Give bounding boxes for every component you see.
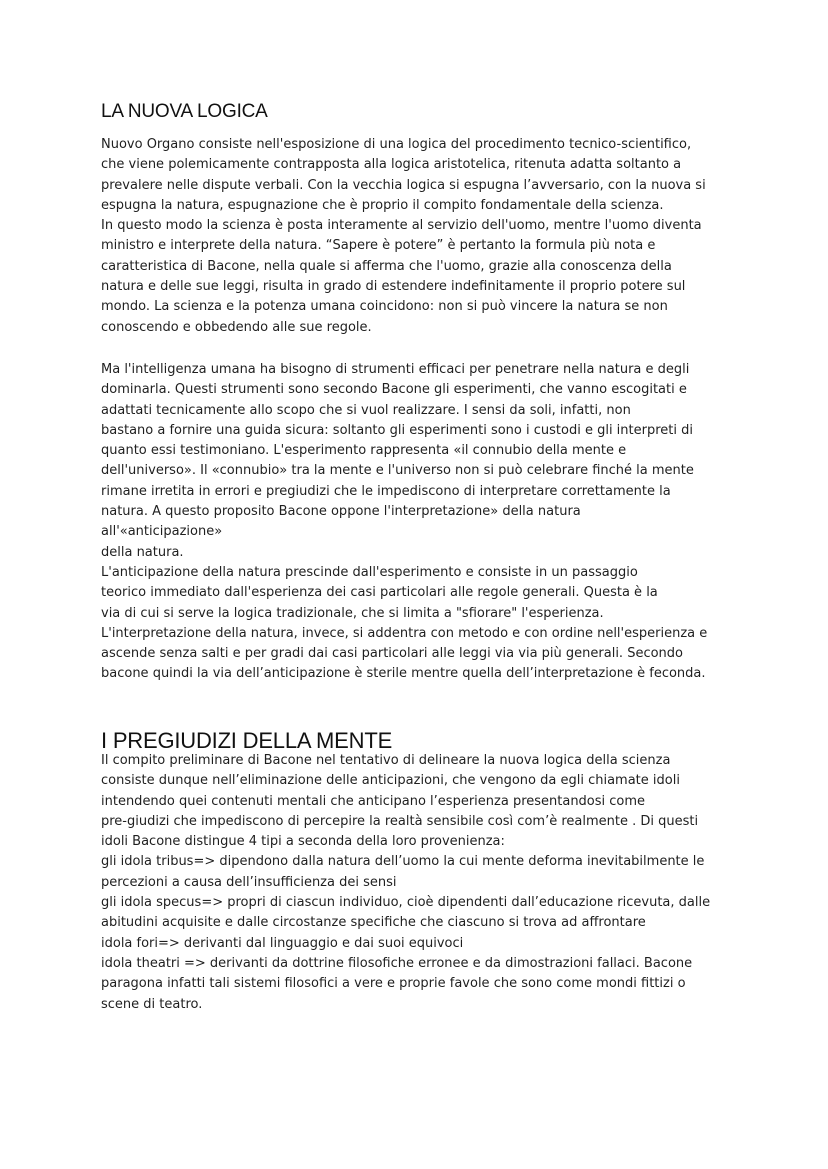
text-line: pre-giudizi che impediscono di percepire la realtà sensibile così com’è realmente . Di questi xyxy=(101,813,699,829)
text-line: In questo modo la scienza è posta interamente al servizio dell'uomo, mentre l'uomo diventa xyxy=(101,218,702,234)
text-line: dell'universo». Il «connubio» tra la mente e l'universo non si può celebrare finché la mente xyxy=(101,463,694,479)
text-line: prevalere nelle dispute verbali. Con la vecchia logica si espugna l’avversario, con la nuova si xyxy=(101,177,706,193)
text-line: gli idola specus=> propri di ciascun individuo, cioè dipendenti dall’educazione ricevuta, dalle xyxy=(101,895,711,911)
text-line: L'interpretazione della natura, invece, si addentra con metodo e con ordine nell'esperienza e xyxy=(101,625,708,641)
text-line: idola theatri => derivanti da dottrine filosofiche erronee e da dimostrazioni fallaci. Bacone xyxy=(101,955,693,971)
text-line: scene di teatro. xyxy=(101,996,203,1012)
text-line: della natura. xyxy=(101,544,184,560)
text-line: percezioni a causa dell’insufficienza dei sensi xyxy=(101,874,397,890)
text-line: adattati tecnicamente allo scopo che si vuol realizzare. I sensi da soli, infatti, non xyxy=(101,402,631,418)
text-line: bastano a fornire una guida sicura: soltanto gli esperimenti sono i custodi e gli interpreti di xyxy=(101,422,693,438)
text-line: all'«anticipazione» xyxy=(101,524,223,540)
text-line: natura. A questo proposito Bacone oppone l'interpretazione» della natura xyxy=(101,504,581,520)
text-line: bacone quindi la via dell’anticipazione è sterile mentre quella dell’interpretazione è feconda. xyxy=(101,666,706,682)
text-line: ministro e interprete della natura. “Sapere è potere” è pertanto la formula più nota e xyxy=(101,238,656,254)
text-line: abitudini acquisite e dalle circostanze specifiche che ciascuno si trova ad affrontare xyxy=(101,915,646,931)
text-line: L'anticipazione della natura prescinde dall'esperimento e consiste in un passaggio xyxy=(101,564,638,580)
paragraph-nuovo-organo xyxy=(101,135,706,338)
paragraph-compito-preliminare xyxy=(101,751,710,1015)
text-line: consiste dunque nell’eliminazione delle anticipazioni, che vengono da egli chiamate idoli xyxy=(101,773,680,789)
text-line: via di cui si serve la logica tradizionale, che si limita a "sfiorare" l'esperienza. xyxy=(101,605,604,621)
paragraph-intelligenza-umana xyxy=(101,360,707,685)
text-line: Il compito preliminare di Bacone nel tentativo di delineare la nuova logica della scienza xyxy=(101,753,671,768)
text-line: intendendo quei contenuti mentali che anticipano l’esperienza presentandosi come xyxy=(101,793,646,809)
text-line: idoli Bacone distingue 4 tipi a seconda della loro provenienza: xyxy=(101,834,505,850)
text-line: espugna la natura, espugnazione che è proprio il compito fondamentale della scienza. xyxy=(101,197,664,213)
text-line: dominarla. Questi strumenti sono secondo Bacone gli esperimenti, che vanno escogitati e xyxy=(101,382,687,398)
text-line: quanto essi testimoniano. L'esperimento rappresenta «il connubio della mente e xyxy=(101,443,627,459)
text-line: rimane irretita in errori e pregiudizi che le impediscono di interpretare correttamente la xyxy=(101,483,671,499)
text-line: mondo. La scienza e la potenza umana coincidono: non si può vincere la natura se non xyxy=(101,299,668,315)
text-line: che viene polemicamente contrapposta alla logica aristotelica, ritenuta adatta soltanto a xyxy=(101,157,682,173)
text-line: idola fori=> derivanti dal linguaggio e dai suoi equivoci xyxy=(101,935,464,951)
text-line: natura e delle sue leggi, risulta in grado di estendere indefinitamente il proprio potere sul xyxy=(101,279,686,295)
text-line: teorico immediato dall'esperienza dei casi particolari alle regole generali. Questa è la xyxy=(101,585,658,601)
text-line: caratteristica di Bacone, nella quale si afferma che l'uomo, grazie alla conoscenza della xyxy=(101,258,672,274)
text-line: ascende senza salti e per gradi dai casi particolari alle leggi via via più generali. Secondo xyxy=(101,646,683,662)
text-line: conoscendo e obbedendo alle sue regole. xyxy=(101,319,372,335)
text-line: Nuovo Organo consiste nell'esposizione di una logica del procedimento tecnico-scientifico, xyxy=(101,137,692,152)
text-line: Ma l'intelligenza umana ha bisogno di strumenti efficaci per penetrare nella natura e degli xyxy=(101,362,690,377)
section-title-nuova-logica: LA NUOVA LOGICA xyxy=(101,101,268,122)
text-line: paragona infatti tali sistemi filosofici a vere e proprie favole che sono come mondi fittizi o xyxy=(101,976,686,992)
section-title-pregiudizi: I PREGIUDIZI DELLA MENTE xyxy=(101,728,393,753)
text-line: gli idola tribus=> dipendono dalla natura dell’uomo la cui mente deforma inevitabilmente le xyxy=(101,854,705,870)
